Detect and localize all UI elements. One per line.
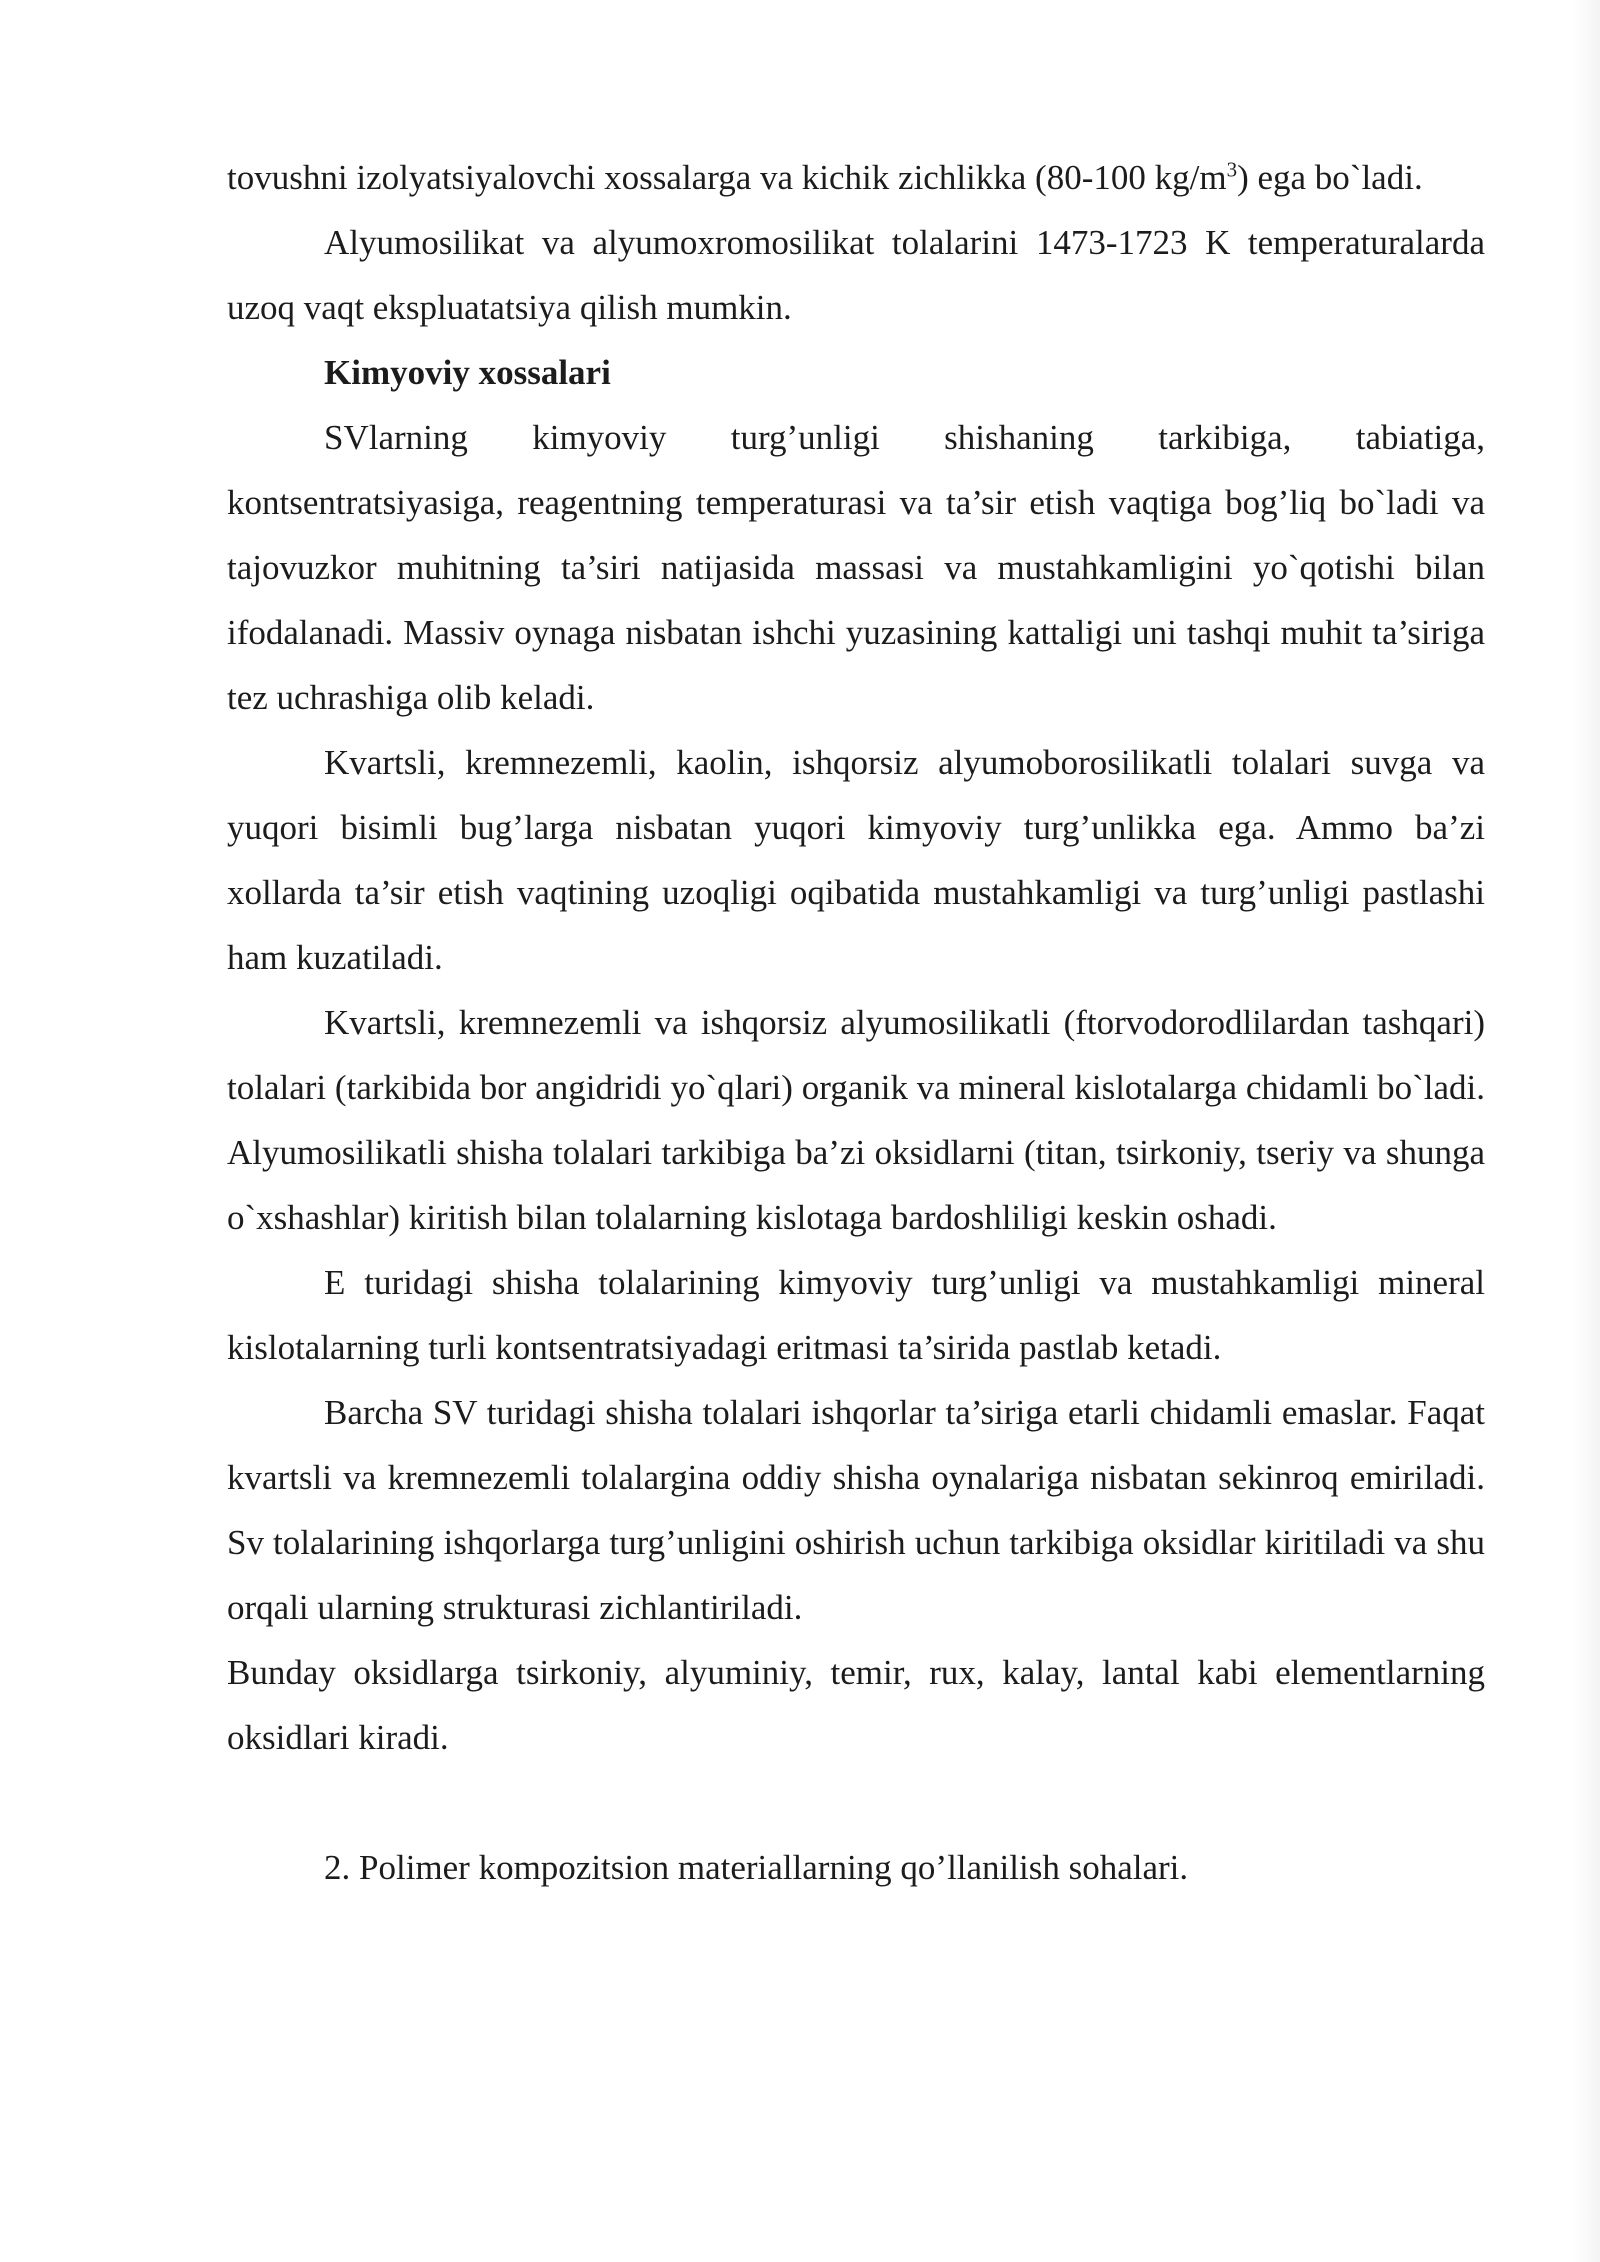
- page-edge-shadow: [1572, 0, 1600, 2262]
- document-body: [227, 145, 1485, 1900]
- section-title-polymer-composites: 2. Polimer kompozitsion materiallarning qo’llanilish sohalari.: [324, 1848, 1189, 1887]
- paragraph-e-glass: E turidagi shisha tolalarining kimyoviy turg’unligi va mustahkamligi mineral kislotalarning turli kontsentratsiyadagi eritmasi ta’sirida pastlab ketadi.: [227, 1263, 1485, 1367]
- heading-chemical-properties: Kimyoviy xossalari: [324, 353, 611, 392]
- paragraph-density: [227, 145, 1485, 210]
- paragraph-alumosilicate-temperature: Alyumosilikat va alyumoxromosilikat tolalarini 1473-1723 K temperaturalarda uzoq vaqt ekspluatatsiya qilish mumkin.: [227, 223, 1485, 327]
- paragraph-oxides: Bunday oksidlarga tsirkoniy, alyuminiy, temir, rux, kalay, lantal kabi elementlarning oksidlari kiradi.: [227, 1653, 1485, 1757]
- paragraph-density-end: ) ega bo`ladi.: [1237, 158, 1423, 197]
- paragraph-acid-resistance: Kvartsli, kremnezemli va ishqorsiz alyumosilikatli (ftorvodorodlilardan tashqari) tolalari (tarkibida bor angidridi yo`qlari) organik va mineral kislotalarga chidamli bo`ladi. Alyumosilikatli shisha tolalari tarkibiga ba’zi oksidlarni (titan, tsirkoniy, tseriy va shunga o`xshashlar) kiritish bilan tolalarning kislotaga bardoshliligi keskin oshadi.: [227, 1003, 1485, 1237]
- paragraph-alkali-resistance: Barcha SV turidagi shisha tolalari ishqorlar ta’siriga etarli chidamli emaslar. Faqat kvartsli va kremnezemli tolalargina oddiy shisha oynalariga nisbatan sekinroq emiriladi. Sv tolalarining ishqorlarga turg’unligini oshirish uchun tarkibiga oksidlar kiritiladi va shu orqali ularning strukturasi zichlantiriladi.: [227, 1393, 1485, 1627]
- superscript-cubed: 3: [1226, 157, 1238, 182]
- paragraph-density-text: tovushni izolyatsiyalovchi xossalarga va kichik zichlikka (80-100 kg/m: [227, 158, 1227, 197]
- paragraph-chemical-stability: SVlarning kimyoviy turg’unligi shishaning tarkibiga, tabiatiga, kontsentratsiyasiga, reagentning temperaturasi va ta’sir etish vaqtiga bog’liq bo`ladi va tajovuzkor muhitning ta’siri natijasida massasi va mustahkamligini yo`qotishi bilan ifodalanadi. Massiv oynaga nisbatan ishchi yuzasining kattaligi uni tashqi muhit ta’siriga tez uchrashiga olib keladi.: [227, 418, 1485, 717]
- paragraph-quartz-water-resistance: Kvartsli, kremnezemli, kaolin, ishqorsiz alyumoborosilikatli tolalari suvga va yuqori bisimli bug’larga nisbatan yuqori kimyoviy turg’unlikka ega. Ammo ba’zi xollarda ta’sir etish vaqtining uzoqligi oqibatida mustahkamligi va turg’unligi pastlashi ham kuzatiladi.: [227, 743, 1485, 977]
